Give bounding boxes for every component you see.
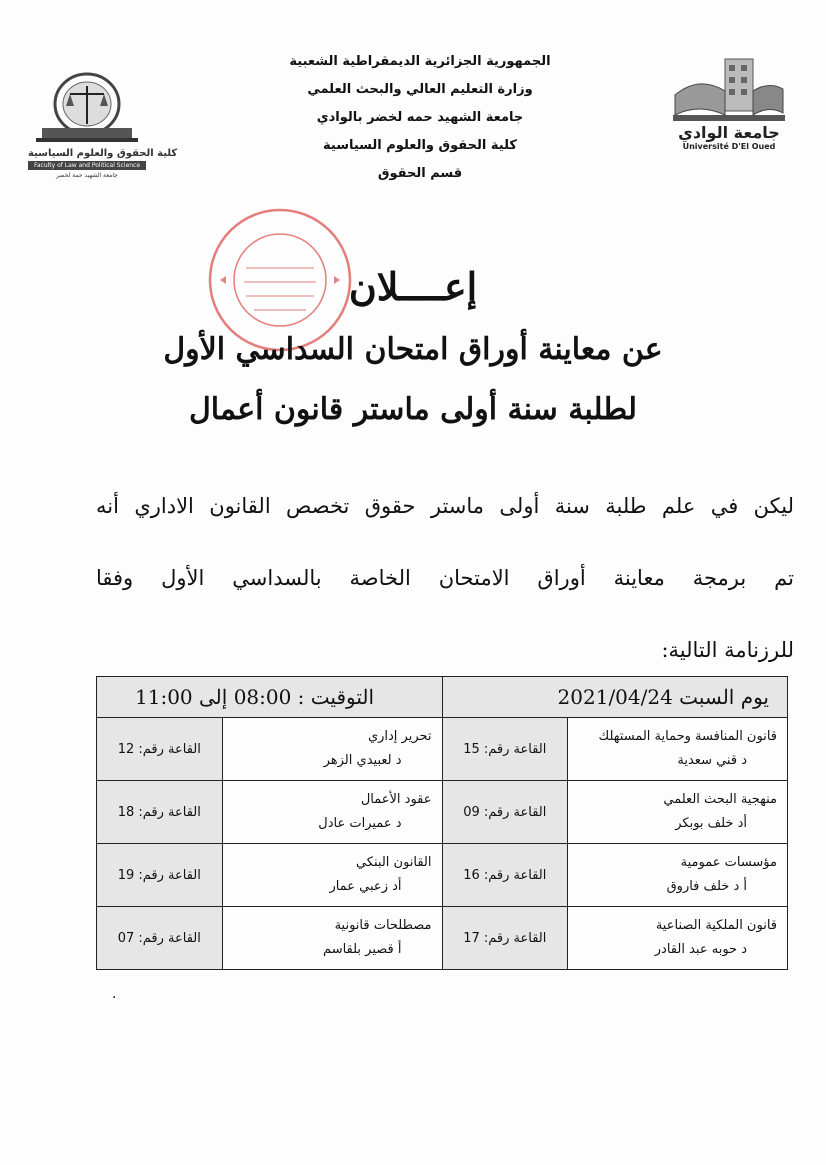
header-university: جامعة الشهيد حمه لخضر بالوادي [316,110,524,125]
table-row [97,844,788,907]
room-cell: القاعة رقم: 17 [442,907,568,970]
table-row [97,907,788,970]
subject-cell [222,781,442,844]
header-department: قسم الحقوق [377,166,463,181]
faculty-name-english: Faculty of Law and Political Science [28,161,146,170]
professor-name: د قني سعدية [677,753,747,768]
announcement-subtitle-2: لطلبة سنة أولى ماستر قانون أعمال [188,392,638,427]
room-cell: القاعة رقم: 16 [442,844,568,907]
body-line-3: للرزنامة التالية: [661,638,794,662]
subject-name: مؤسسات عمومية [680,855,777,870]
professor-name: د حوبه عبد القادر [654,942,747,957]
subject-cell [222,907,442,970]
subject-name: منهجية البحث العلمي [663,792,777,807]
schedule-day: يوم السبت 2021/04/24 [442,677,787,718]
header-republic: الجمهورية الجزائرية الديمقراطية الشعبية [289,54,551,69]
schedule-time: التوقيت : 08:00 إلى 11:00 [97,677,443,718]
body-line-2: تم برمجة معاينة أوراق الامتحان الخاصة بالسداسي الأول وفقا [96,566,794,590]
schedule-table [96,676,788,970]
room-cell: القاعة رقم: 19 [97,844,223,907]
professor-name: د عميرات عادل [318,816,402,831]
subject-name: القانون البنكي [355,855,432,870]
table-row [97,718,788,781]
faculty-name-arabic: كلية الحقوق والعلوم السياسية [28,148,178,159]
body-line-1: ليكن في علم طلبة سنة أولى ماستر حقوق تخصص القانون الاداري أنه [96,494,794,518]
announcement-title: إعــــلان [348,264,478,309]
room-cell: القاعة رقم: 12 [97,718,223,781]
subject-cell [568,907,788,970]
subject-cell [568,718,788,781]
professor-name: أد خلف بوبكر [675,816,747,831]
subject-name: تحرير إداري [367,729,432,744]
table-row [97,781,788,844]
faculty-logo [28,66,178,196]
announcement-subtitle-1: عن معاينة أوراق امتحان السداسي الأول [163,332,663,367]
room-cell: القاعة رقم: 07 [97,907,223,970]
professor-name: د لعبيدي الزهر [323,753,402,768]
subject-name: قانون الملكية الصناعية [655,918,777,933]
announcement-body [96,470,794,686]
scales-of-justice-icon [32,66,142,146]
subject-cell [568,781,788,844]
subject-name: عقود الأعمال [360,792,432,807]
room-cell: القاعة رقم: 15 [442,718,568,781]
subject-cell [222,718,442,781]
university-name-french: Université D'El Oued [682,142,776,151]
room-cell: القاعة رقم: 18 [97,781,223,844]
university-name-arabic: جامعة الوادي [678,123,780,142]
subject-cell [568,844,788,907]
university-logo [668,55,790,155]
university-building-icon [669,55,789,127]
footer-dot: . [112,986,117,1002]
subject-name: مصطلحات قانونية [334,918,432,933]
faculty-university-name: جامعة الشهيد حمة لخضر [56,172,118,179]
header-faculty: كلية الحقوق والعلوم السياسية [323,138,517,153]
schedule-header-row [97,677,788,718]
letterhead [250,48,590,188]
header-ministry: وزارة التعليم العالي والبحث العلمي [307,82,533,97]
subject-cell [222,844,442,907]
room-cell: القاعة رقم: 09 [442,781,568,844]
subject-name: قانون المنافسة وحماية المستهلك [598,729,777,744]
professor-name: أ قصير بلقاسم [323,942,402,957]
professor-name: أ د خلف فاروق [666,879,747,894]
professor-name: أد زعبي عمار [329,879,402,894]
